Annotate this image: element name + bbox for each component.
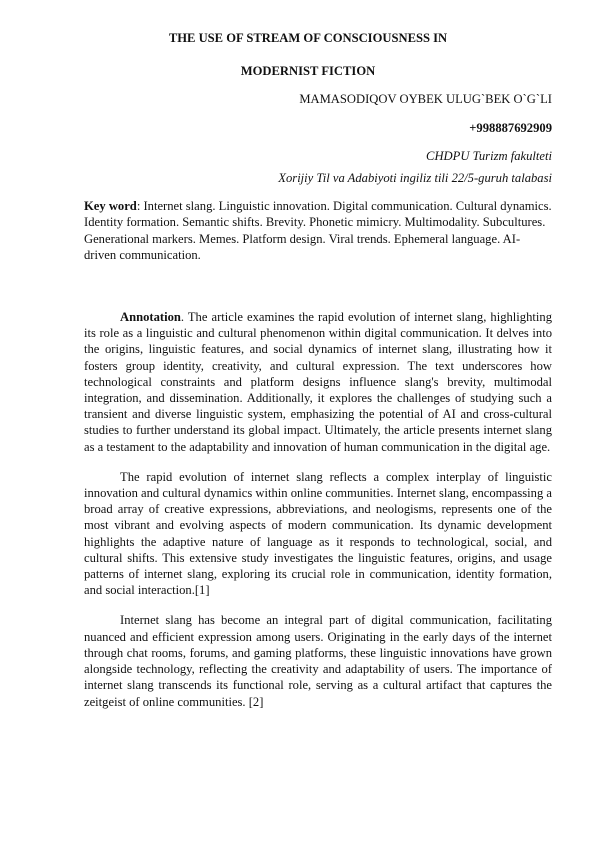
title-line-2: MODERNIST FICTION: [240, 64, 376, 79]
author-faculty: CHDPU Turizm fakulteti: [426, 148, 552, 163]
keywords-text: : Internet slang. Linguistic innovation. Digital communication. Cultural dynamics. Identity formation. Semantic shifts. Brevity. Phonetic mimicry. Multimodality. Subcultures. Generational markers. Memes. Platform design. Viral trends. Ephemeral language. AI-driven communication.: [84, 199, 552, 262]
author-name: MAMASODIQOV OYBEK ULUG`BEK O`G`LI: [299, 92, 552, 107]
author-phone: +998887692909: [469, 120, 552, 135]
annotation-label: Annotation: [120, 310, 181, 325]
author-group: Xorijiy Til va Adabiyoti ingiliz tili 22/5-guruh talabasi: [278, 171, 552, 186]
body-paragraph-1: The rapid evolution of internet slang reflects a complex interplay of linguistic innovation and cultural dynamics within online communities. Internet slang, encompassing a broad array of creative expressions, abbreviations, and neologisms, represents one of the most vibrant and evolving aspects of modern communication. Its dynamic development highlights the adaptive nature of language as it responds to technological, social, and cultural shifts. This extensive study investigates the linguistic features, origins, and usage patterns of internet slang, exploring its crucial role in communication, identity formation, and social interaction.[1]: [84, 469, 552, 598]
body-paragraph-2: Internet slang has become an integral part of digital communication, facilitating nuanced and efficient expression among users. Originating in the early days of the internet through chat rooms, forums, and gaming platforms, these linguistic innovations have grown alongside technology, reflecting the creativity and adaptability of users. The importance of internet slang transcends its functional role, serving as a cultural artifact that captures the zeitgeist of online communities. [2]: [84, 613, 552, 709]
title-line-1: THE USE OF STREAM OF CONSCIOUSNESS IN: [168, 31, 448, 45]
annotation-text: . The article examines the rapid evolution of internet slang, highlighting its role as a linguistic and cultural phenomenon within digital communication. It delves into the origins, linguistic features, and social dynamics of internet slang, illustrating how it fosters group identity, creativity, and cultural expression. The text underscores how technological constraints and platform designs influence slang's brevity, multimodal integration, and dissemination. Additionally, it explores the challenges of studying such a transient and diverse linguistic system, emphasizing the potential of AI and cross-cultural studies to further understand its global impact. Ultimately, the article presents internet slang as a testament to the adaptability and innovation of human communication in the digital age.: [84, 310, 552, 454]
keywords-label: Key word: [84, 199, 137, 214]
keywords-block: [84, 198, 552, 263]
annotation-paragraph: [84, 309, 552, 455]
